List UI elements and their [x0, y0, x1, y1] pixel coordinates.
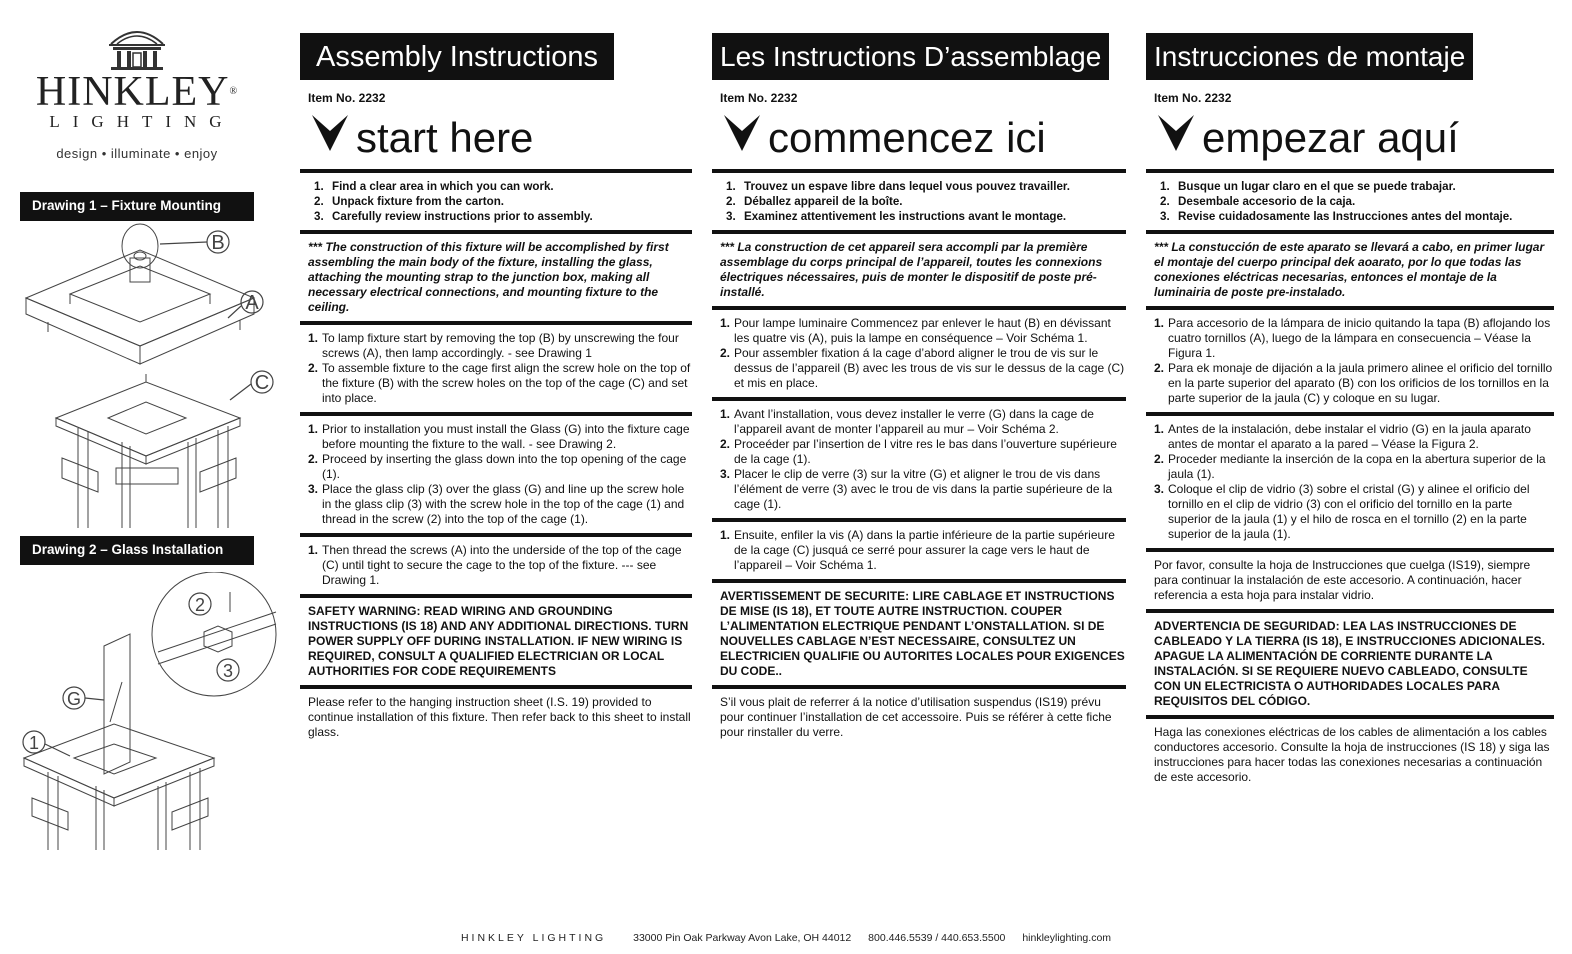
english-safety-warning: SAFETY WARNING: READ WIRING AND GROUNDING INSTRUCTIONS (IS 18) AND ANY ADDITIONAL DIRECTIONS. TURN POWER SUPPLY OFF DURING INSTALLATION. IF NEW WIRING IS REQUIRED, CONSULT A QUALIFIED ELECTRICIAN OR LOCAL AUTHORITIES FOR CODE REQUIREMENTS [308, 604, 689, 678]
logo-brand: HINKLEY® [35, 69, 239, 115]
spanish-section-3: Por favor, consulte la hoja de Instrucciones que cuelga (IS19), siempre para continuar la instalación de este accesorio. A continuación, hacer referencia a esta hoja para instalar vidrio. [1154, 558, 1531, 602]
french-title: Les Instructions D’assemblage [712, 33, 1109, 80]
english-section-3 [300, 537, 692, 594]
english-start-here: start here [300, 107, 692, 169]
callout-g: G [66, 689, 82, 709]
list-item: 1. Trouvez un espave libre dans lequel vous pouvez travailler. [726, 180, 1071, 193]
drawing-1-fixture-mounting [18, 222, 280, 528]
french-section-1 [712, 310, 1126, 397]
callout-1: 1 [28, 733, 40, 753]
list-item: 1. Ensuite, enfiler la vis (A) dans la partie inférieure de la partie supérieure de la cage (C) jusquá ce serré pour assurer la cage vers le haut de l’appareil – Voir Schéma 1. [720, 528, 1115, 572]
list-item: 1. Then thread the screws (A) into the underside of the top of the cage (C) until tight to secure the cage to the top of the fixture. --- see Drawing 1. [308, 543, 682, 587]
drawing-2-glass-installation [18, 572, 280, 850]
english-prep-steps [300, 173, 692, 230]
list-item: 1. Pour lampe luminaire Commencez par enlever le haut (B) en dévissant les quatre vis (A), puis la lampe en conséquence – Voir Schéma 1. [720, 316, 1111, 345]
spanish-column [1146, 33, 1554, 791]
french-prep-steps [712, 173, 1126, 230]
english-final-note: Please refer to the hanging instruction sheet (I.S. 19) provided to continue installation of this fixture. Then refer back to this sheet to install glass. [308, 695, 691, 739]
list-item: 1. Para accesorio de la lámpara de inicio quitando la tapa (B) aflojando los cuatro tornillos (A), luego de la lámpara en consecuencia – Véase la Figura 1. [1154, 316, 1551, 360]
list-item: 2. Proceder mediante la inserción de la copa en la abertura superior de la jaula (1). [1154, 452, 1546, 481]
spanish-safety-warning: ADVERTENCIA DE SEGURIDAD: LEA LAS INSTRUCCIONES DE CABLEADO Y LA TIERRA (IS 18), E INSTRUCCIONES ADICIONALES. APAGUE LA ALIMENTACIÓN DE CORRIENTE DURANTE LA INSTALACIÓN. SI SE REQUIERE NUEVO CABLEADO, CONSULTE CON UN ELECTRICISTA O AUTHORIDADES LOCALES PARA REQUISITOS DEL CÓDIGO. [1154, 619, 1545, 708]
french-column [712, 33, 1126, 746]
french-start-here: commencez ici [712, 107, 1126, 169]
spanish-section-2 [1146, 416, 1554, 548]
english-section-1 [300, 325, 692, 412]
list-item: 3. Coloque el clip de vidrio (3) sobre el cristal (G) y alinee el orificio del tornillo en el clip de vidrio (3) con el orificio del tornillo en la parte superior de la jaula (1) y el hilo de rosca en el tornillo (2) en la parte superior de la jaula (1). [1154, 482, 1530, 541]
list-item: 2. Déballez appareil de la boîte. [726, 195, 903, 208]
hinkley-logo [12, 24, 262, 174]
list-item: 2. Para ek monaje de dijación a la jaula primero alinee el orificio del tornillo en la parte superior del aparato (B) con los orificios de los tornillos en la parte superior de la jaula (C) y coloque en su lugar. [1154, 361, 1553, 405]
chevron-down-icon [310, 111, 350, 155]
list-item: 3. Place the glass clip (3) over the glass (G) and line up the screw hole in the glass clip (3) with the screw hole in the top of the cage (1) and thread in the screw (2) into the top of the cage (1). [308, 482, 685, 526]
chevron-down-icon [1156, 111, 1196, 155]
list-item: 1. To lamp fixture start by removing the top (B) by unscrewing the four screws (A), then lamp accordingly. - see Drawing 1 [308, 331, 679, 360]
list-item: 1. Antes de la instalación, debe instalar el vidrio (G) en la jaula aparato antes de montar el aparato a la pared – Véase la Figura 2. [1154, 422, 1531, 451]
building-emblem-icon [105, 24, 169, 70]
drawing-1-label: Drawing 1 – Fixture Mounting [20, 192, 254, 221]
english-note: *** The construction of this fixture will be accomplished by first assembling the main body of the fixture, installing the glass, attaching the mounting strap to the junction box, making all necessary electrical connections, and mounting fixture to the ceiling. [308, 240, 669, 314]
logo-tagline: design • illuminate • enjoy [56, 146, 218, 161]
spanish-final-note: Haga las conexiones eléctricas de los cables de alimentación a los cables conductores accesorio. Consulte la hoja de instrucciones (IS 18) y siga las instrucciones para hacer todas las conexiones necesarias a continuación de este accesorio. [1154, 725, 1550, 784]
french-item-number: Item No. 2232 [720, 91, 798, 105]
list-item: 1. Avant l’installation, vous devez installer le verre (G) dans la cage de l’appareil avant de monter l’appareil au mur – Voir Schéma 2. [720, 407, 1094, 436]
list-item: 3. Carefully review instructions prior to assembly. [314, 210, 593, 223]
spanish-note: *** La constucción de este aparato se llevará a cabo, en primer lugar el montaje del cuerpo principal dek aoarato, por lo que todas las conexiones eléctricas necesarias, entonces el montaje de la luminairia de poste pre-instalado. [1154, 240, 1545, 299]
list-item: 3. Examinez attentivement les instructions avant le montage. [726, 210, 1067, 223]
list-item: 2. Proceéder par l’insertion de l vitre res le bas dans l’ouverture supérieure de la cage (1). [720, 437, 1117, 466]
list-item: 2. Pour assembler fixation á la cage d’abord aligner le trou de vis sur le dessus de l’appareil (B) avec les trous de vis sur le dessus de la cage (C) et mis en place. [720, 346, 1125, 390]
spanish-prep-steps [1146, 173, 1554, 230]
drawing-2-label: Drawing 2 – Glass Installation [20, 536, 254, 565]
list-item: 1. Find a clear area in which you can work. [314, 180, 554, 193]
list-item: 3. Revise cuidadosamente las Instrucciones antes del montaje. [1160, 210, 1513, 223]
spanish-title: Instrucciones de montaje [1146, 33, 1473, 80]
spanish-item-number: Item No. 2232 [1154, 91, 1232, 105]
callout-3: 3 [222, 661, 234, 681]
french-section-2 [712, 401, 1126, 518]
callout-b: B [211, 232, 225, 254]
spanish-start-here: empezar aquí [1146, 107, 1554, 169]
list-item: 1. Prior to installation you must install the Glass (G) into the fixture cage before mounting the fixture to the wall. - see Drawing 2. [308, 422, 690, 451]
english-title: Assembly Instructions [300, 33, 614, 80]
footer-brand: HINKLEY LIGHTING [460, 932, 607, 944]
list-item: 2. To assemble fixture to the cage first align the screw hole on the top of the fixture (B) with the screw holes on the top of the cage (C) and set into place. [308, 361, 691, 405]
callout-c: C [254, 372, 270, 394]
list-item: 2. Proceed by inserting the glass down into the top opening of the cage (1). [308, 452, 687, 481]
list-item: 2. Desembale accesorio de la caja. [1160, 195, 1356, 208]
callout-a: A [245, 292, 259, 314]
english-item-number: Item No. 2232 [308, 91, 386, 105]
logo-subtitle: LIGHTING [49, 112, 235, 131]
footer-address: 33000 Pin Oak Parkway Avon Lake, OH 44012 [633, 932, 852, 944]
french-note: *** La construction de cet appareil sera accompli par la première assemblage du corps principal de l’appareil, toutes les connexions électriques nécessaires, puis de monter le dispositif de poste pré-installé. [720, 240, 1103, 299]
footer-phone: 800.446.5539 / 440.653.5500 [868, 932, 1006, 944]
footer [0, 932, 1572, 944]
english-column [300, 33, 692, 746]
french-final-note: S’il vous plait de referrer á la notice d’utilisation suspendus (IS19) prévu pour continuer l’installation de cet accessoire. Puis se référer à cette fiche pour rinstaller du verre. [720, 695, 1112, 739]
footer-website[interactable]: hinkleylighting.com [1022, 932, 1112, 944]
chevron-down-icon [722, 111, 762, 155]
list-item: 3. Placer le clip de verre (3) sur la vitre (G) et aligner le trou de vis dans l’élément de verre (3) avec le trou de vis dans la partie supérieure de la cage (1). [720, 467, 1113, 511]
french-section-3 [712, 522, 1126, 579]
list-item: 2. Unpack fixture from the carton. [314, 195, 505, 208]
french-safety-warning: AVERTISSEMENT DE SECURITE: LIRE CABLAGE ET INSTRUCTIONS DE MISE (IS 18), ET TOUTE AUTRE INSTRUCTION. COUPER L’ALIMENTATION ELECTRIQUE PENDANT L’ONSTALLATION. SI DE NOUVELLES CABLAGE N’EST NECESSAIRE, CONSULTEZ UN ELECTRICIEN QUALIFIE OU AUTORITES LOCALES POUR EXIGENCES DU CODE.. [720, 589, 1125, 678]
list-item: 1. Busque un lugar claro en el que se puede trabajar. [1160, 180, 1456, 193]
callout-2: 2 [194, 595, 206, 615]
english-section-2 [300, 416, 692, 533]
spanish-section-1 [1146, 310, 1554, 412]
